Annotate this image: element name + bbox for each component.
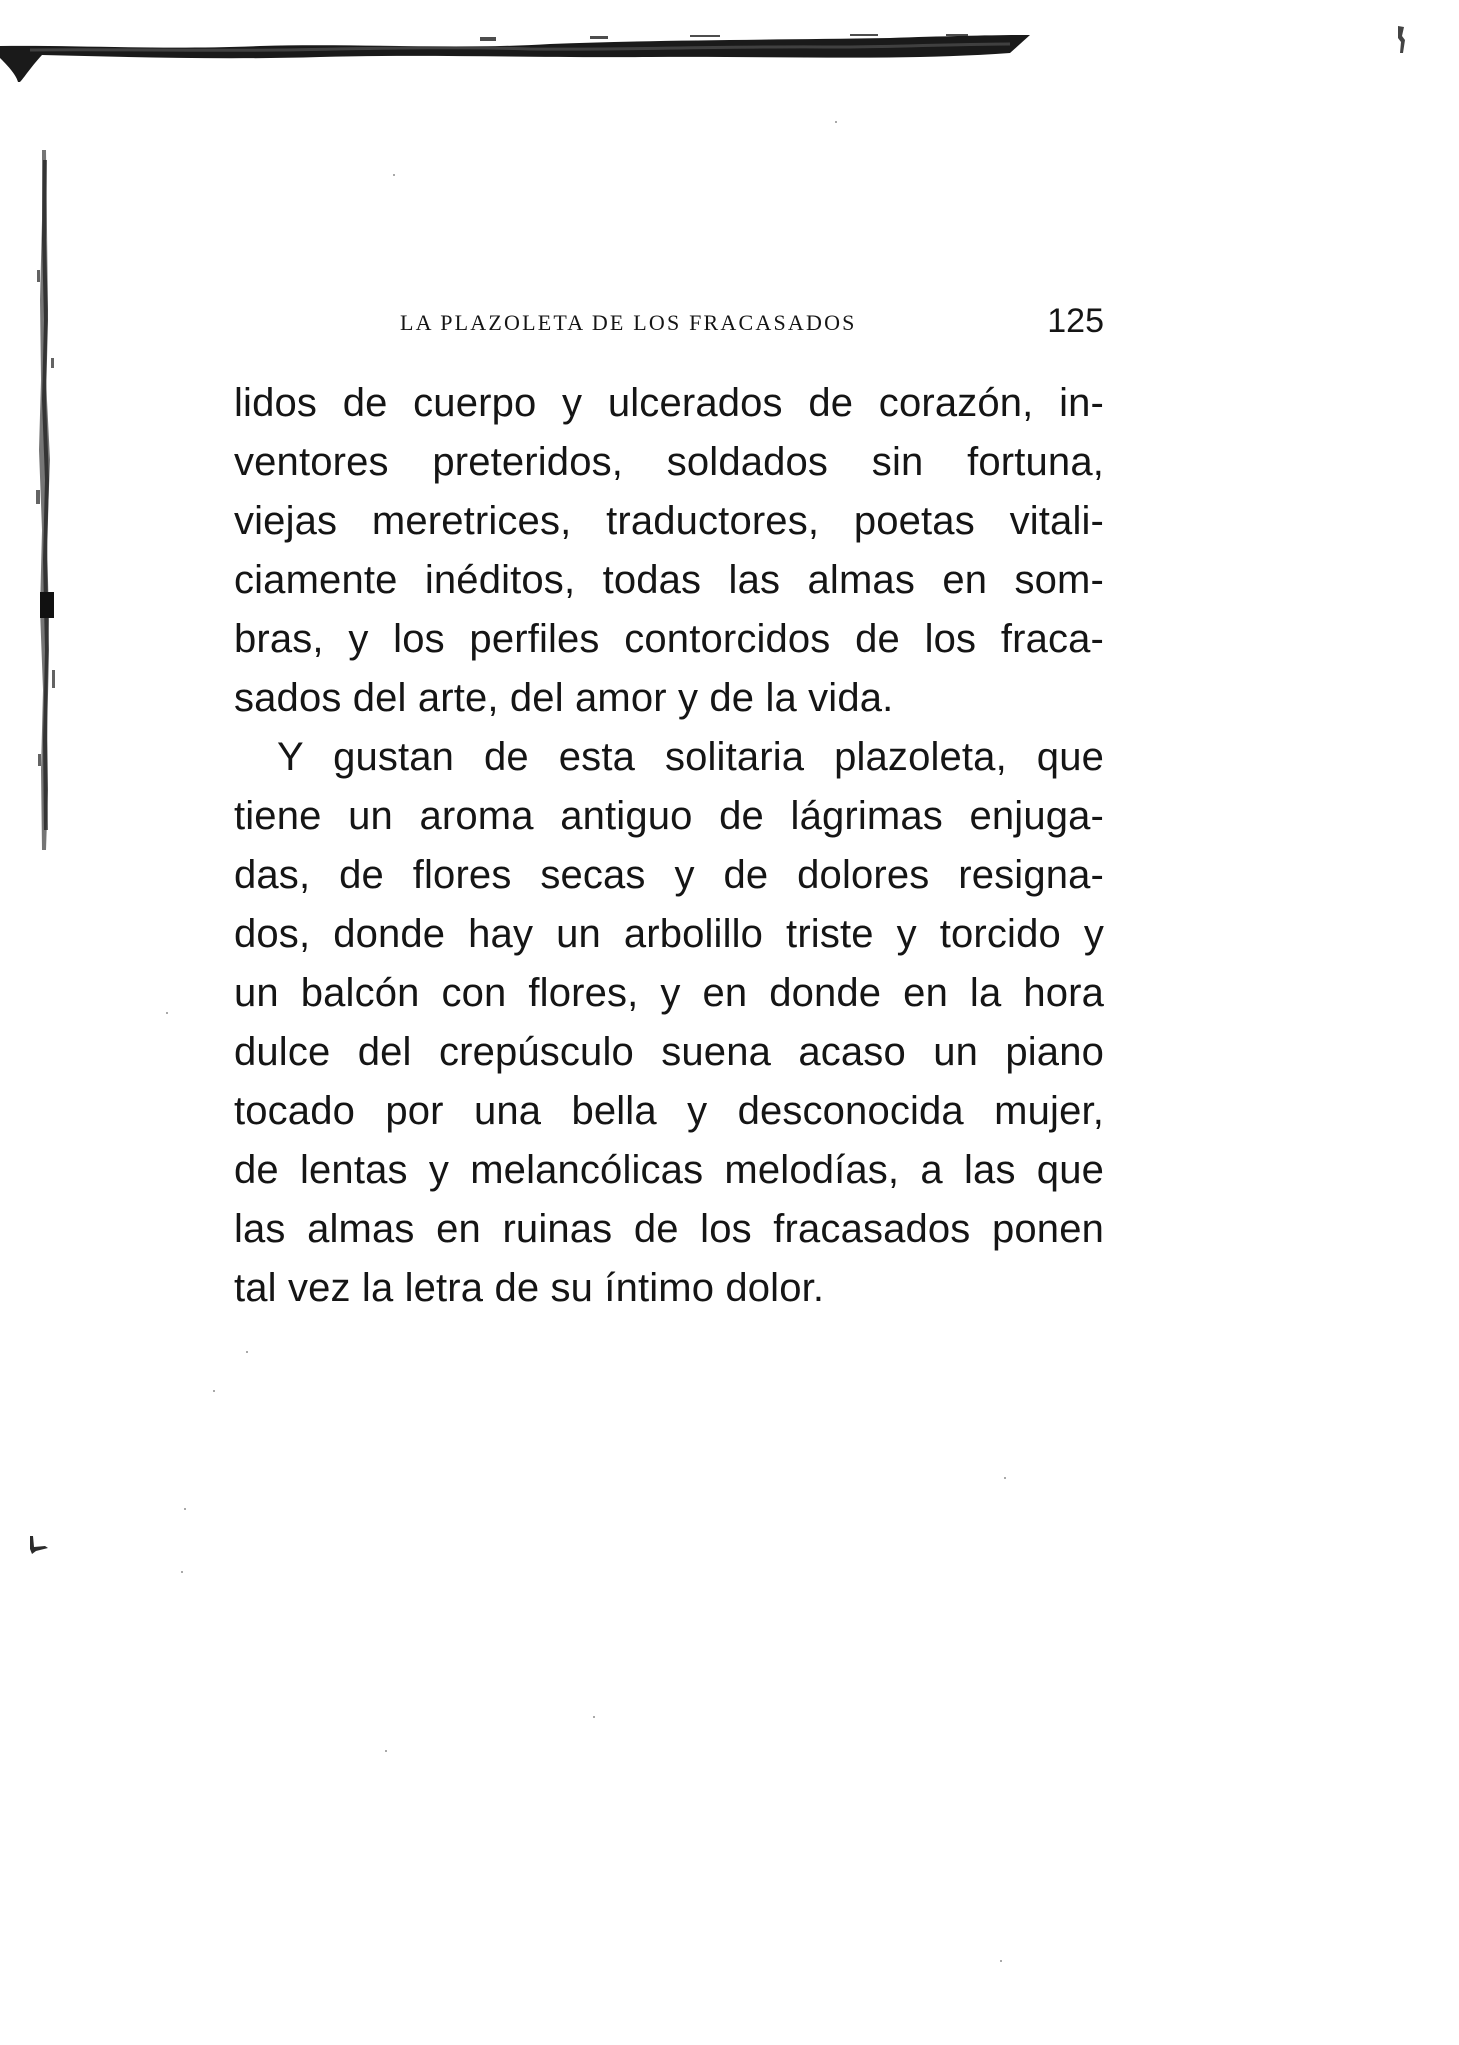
paper-speck xyxy=(166,1012,168,1014)
running-head xyxy=(400,302,1104,348)
paper-speck xyxy=(181,1571,183,1573)
paper-speck xyxy=(1000,1960,1002,1962)
top-right-scan-mark xyxy=(1395,22,1407,56)
paper-speck xyxy=(593,1716,595,1718)
text-line-6: sados del arte, del amor y de la vida. xyxy=(234,676,894,720)
paper-speck xyxy=(184,1508,186,1510)
text-line-13: tocado por una bella y desconocida mujer, xyxy=(234,1089,1104,1133)
body-text xyxy=(234,374,1104,1318)
left-scan-shadow xyxy=(34,150,58,850)
left-margin-mark xyxy=(26,1536,50,1554)
text-line-5: bras, y los perfiles contorcidos de los fraca- xyxy=(234,617,1104,661)
running-head-title: LA PLAZOLETA DE LOS FRACASADOS xyxy=(400,310,857,335)
text-line-8: tiene un aroma antiguo de lágrimas enjuga- xyxy=(234,794,1104,838)
text-line-15: las almas en ruinas de los fracasados ponen xyxy=(234,1207,1104,1251)
top-scan-shadow xyxy=(0,26,1040,82)
paper-speck xyxy=(1004,1477,1006,1479)
text-line-12: dulce del crepúsculo suena acaso un piano xyxy=(234,1030,1104,1074)
text-line-3: viejas meretrices, traductores, poetas vitali- xyxy=(234,499,1104,543)
paper-speck xyxy=(246,1351,248,1353)
text-line-11: un balcón con flores, y en donde en la hora xyxy=(234,971,1104,1015)
text-line-4: ciamente inéditos, todas las almas en som- xyxy=(234,558,1104,602)
text-line-10: dos, donde hay un arbolillo triste y torcido y xyxy=(234,912,1104,956)
text-line-16: tal vez la letra de su íntimo dolor. xyxy=(234,1266,825,1310)
paper-speck xyxy=(835,121,837,123)
paper-speck xyxy=(213,1390,215,1392)
page-number: 125 xyxy=(1047,302,1104,340)
text-line-9: das, de flores secas y de dolores resigna- xyxy=(234,853,1104,897)
paper-speck xyxy=(393,174,395,176)
text-line-7: Y gustan de esta solitaria plazoleta, que xyxy=(277,735,1104,779)
text-line-2: ventores preteridos, soldados sin fortuna, xyxy=(234,440,1104,484)
paper-speck xyxy=(385,1750,387,1752)
text-line-14: de lentas y melancólicas melodías, a las que xyxy=(234,1148,1104,1192)
text-line-1: lidos de cuerpo y ulcerados de corazón, in- xyxy=(234,381,1104,425)
